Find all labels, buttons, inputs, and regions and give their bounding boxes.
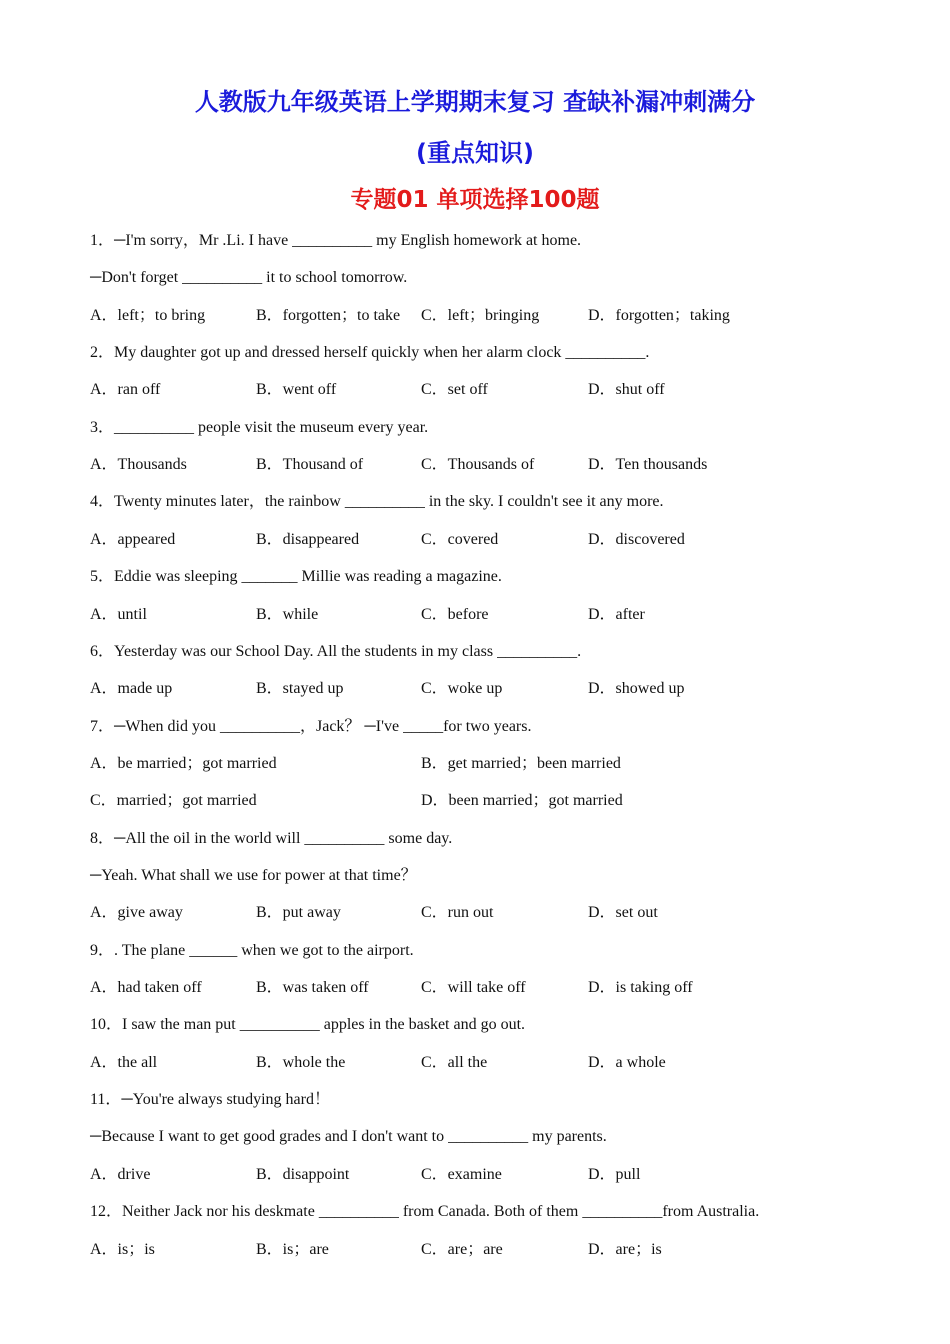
question-6-option-a: A．made up xyxy=(90,680,173,697)
question-3-option-a: A．Thousands xyxy=(90,456,187,473)
question-6-option-c: C．woke up xyxy=(421,680,503,697)
question-2-option-c: C．set off xyxy=(421,381,488,398)
question-5-option-c: C．before xyxy=(421,606,489,623)
question-12-option-c: C．are；are xyxy=(421,1241,503,1258)
question-11-option-b: B．disappoint xyxy=(256,1166,350,1183)
question-11-stem-line2: ─Because I want to get good grades and I don't want to __________ my parents. xyxy=(90,1128,607,1145)
question-8-stem-line2: ─Yeah. What shall we use for power at that time？ xyxy=(90,867,417,884)
question-8-option-b: B．put away xyxy=(256,904,341,921)
question-9-option-b: B．was taken off xyxy=(256,979,369,996)
question-8-option-a: A．give away xyxy=(90,904,183,921)
question-5-stem: 5．Eddie was sleeping _______ Millie was reading a magazine. xyxy=(90,568,502,585)
question-1-stem-line2: ─Don't forget __________ it to school tomorrow. xyxy=(90,269,408,286)
question-5-option-d: D．after xyxy=(588,606,645,623)
question-9-option-c: C．will take off xyxy=(421,979,526,996)
question-3-option-d: D．Ten thousands xyxy=(588,456,708,473)
question-4-option-d: D．discovered xyxy=(588,531,685,548)
question-11-stem: 11．─You're always studying hard！ xyxy=(90,1091,330,1108)
question-10-option-c: C．all the xyxy=(421,1054,488,1071)
topic-heading: 专题01 单项选择100题 xyxy=(350,187,600,213)
question-3-option-c: C．Thousands of xyxy=(421,456,535,473)
question-10-option-d: D．a whole xyxy=(588,1054,666,1071)
question-11-option-a: A．drive xyxy=(90,1166,151,1183)
question-7-option-a: A．be married；got married xyxy=(90,755,277,772)
question-5-option-b: B．while xyxy=(256,606,319,623)
question-9-option-a: A．had taken off xyxy=(90,979,202,996)
question-9-option-d: D．is taking off xyxy=(588,979,693,996)
question-2-option-a: A．ran off xyxy=(90,381,161,398)
question-2-option-b: B．went off xyxy=(256,381,337,398)
question-5-option-a: A．until xyxy=(90,606,147,623)
question-10-stem: 10．I saw the man put __________ apples in the basket and go out. xyxy=(90,1016,526,1033)
question-11-option-d: D．pull xyxy=(588,1166,641,1183)
question-12-option-b: B．is；are xyxy=(256,1241,329,1258)
question-8-option-d: D．set out xyxy=(588,904,658,921)
question-12-stem: 12．Neither Jack nor his deskmate __________ from Canada. Both of them __________from Australia. xyxy=(90,1203,760,1220)
question-6-option-d: D．showed up xyxy=(588,680,685,697)
question-7-option-d: D．been married；got married xyxy=(421,792,623,809)
question-12-option-a: A．is；is xyxy=(90,1241,155,1258)
document-title: 人教版九年级英语上学期期末复习 查缺补漏冲刺满分 xyxy=(194,88,756,116)
question-1-stem: 1．─I'm sorry，Mr .Li. I have __________ my English homework at home. xyxy=(90,232,582,249)
question-3-option-b: B．Thousand of xyxy=(256,456,364,473)
question-1-option-c: C．left；bringing xyxy=(421,307,540,324)
question-7-option-b: B．get married；been married xyxy=(421,755,621,772)
question-1-option-b: B．forgotten；to take xyxy=(256,307,401,324)
question-7-stem: 7．─When did you __________，Jack？ ─I've _____for two years. xyxy=(90,718,532,735)
question-4-option-b: B．disappeared xyxy=(256,531,360,548)
question-6-stem: 6．Yesterday was our School Day. All the students in my class __________. xyxy=(90,643,582,660)
question-4-stem: 4．Twenty minutes later，the rainbow __________ in the sky. I couldn't see it any more. xyxy=(90,493,664,510)
question-9-stem: 9．. The plane ______ when we got to the airport. xyxy=(90,942,414,959)
question-1-option-d: D．forgotten；taking xyxy=(588,307,730,324)
question-6-option-b: B．stayed up xyxy=(256,680,344,697)
question-10-option-a: A．the all xyxy=(90,1054,158,1071)
question-10-option-b: B．whole the xyxy=(256,1054,346,1071)
document-subtitle: (重点知识) xyxy=(416,139,534,167)
question-1-option-a: A．left；to bring xyxy=(90,307,206,324)
question-4-option-c: C．covered xyxy=(421,531,499,548)
question-8-stem: 8．─All the oil in the world will __________ some day. xyxy=(90,830,453,847)
question-7-option-c: C．married；got married xyxy=(90,792,257,809)
question-4-option-a: A．appeared xyxy=(90,531,176,548)
question-11-option-c: C．examine xyxy=(421,1166,502,1183)
question-12-option-d: D．are；is xyxy=(588,1241,662,1258)
question-2-option-d: D．shut off xyxy=(588,381,665,398)
question-8-option-c: C．run out xyxy=(421,904,494,921)
question-2-stem: 2．My daughter got up and dressed herself quickly when her alarm clock __________. xyxy=(90,344,650,361)
question-3-stem: 3．__________ people visit the museum every year. xyxy=(90,419,429,436)
